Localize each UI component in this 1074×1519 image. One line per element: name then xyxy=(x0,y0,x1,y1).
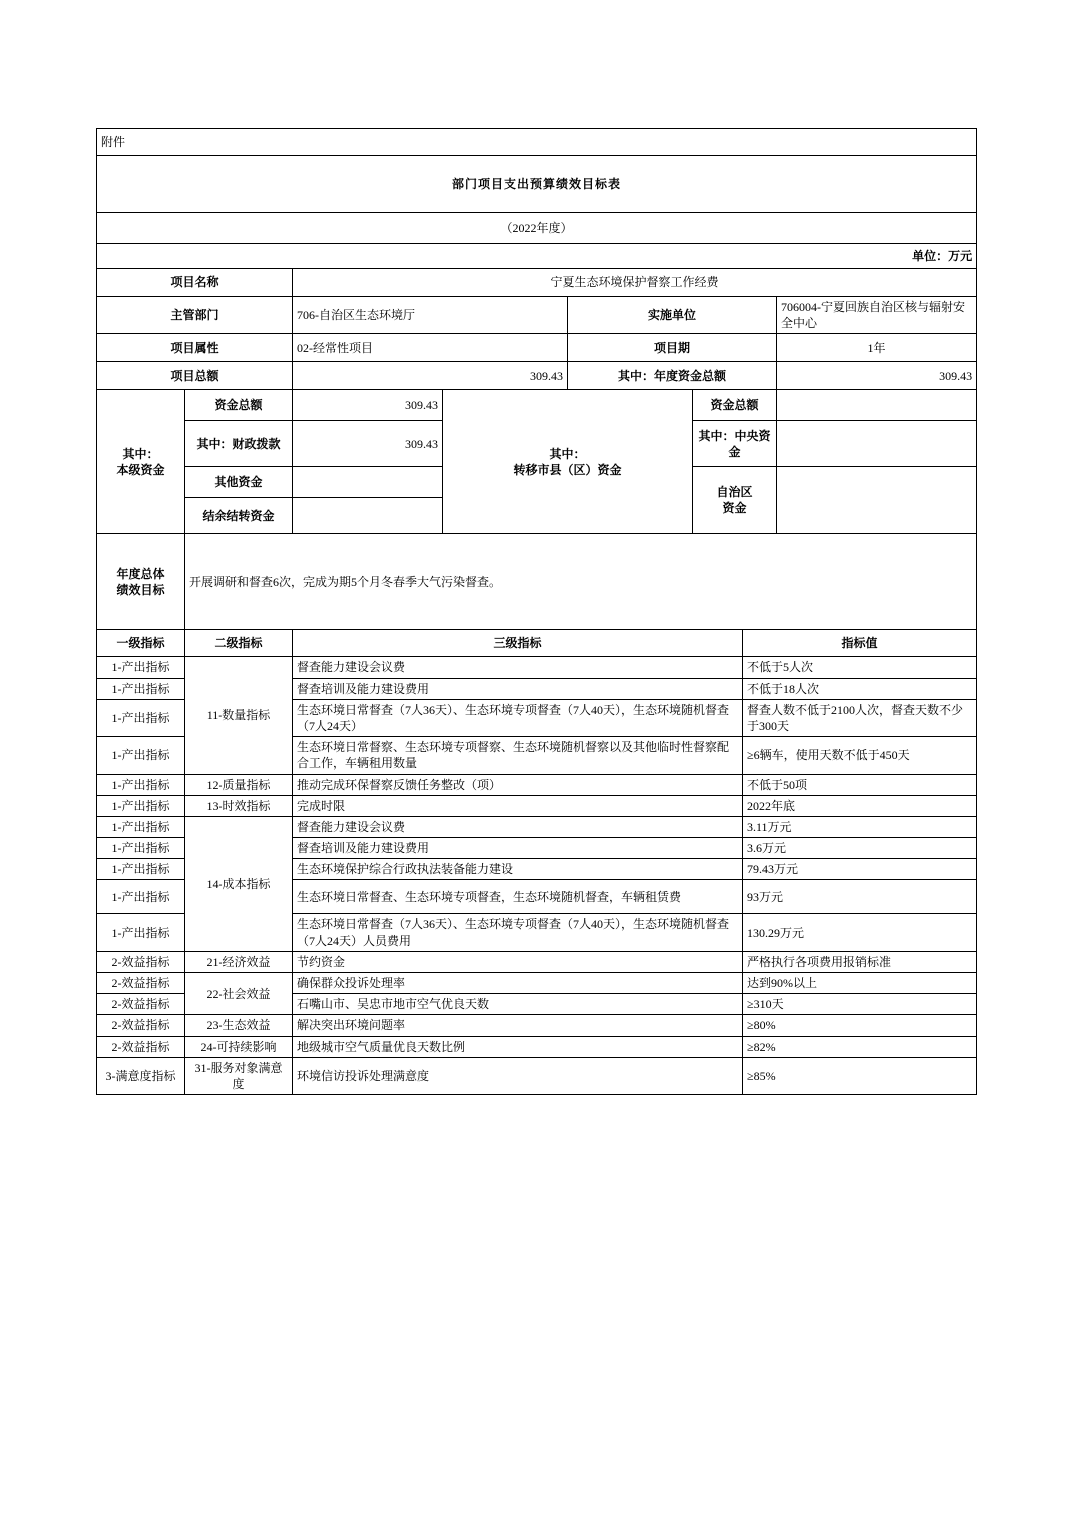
local-fund-row-label-2: 其他资金 xyxy=(185,467,293,498)
indicator-level2: 23-生态效益 xyxy=(185,1015,293,1036)
table-row xyxy=(97,657,977,678)
attribute-value: 02-经常性项目 xyxy=(293,334,568,362)
budget-performance-sheet xyxy=(96,128,977,630)
transfer-fund-row-label-2-line2: 资金 xyxy=(722,501,747,516)
dept-label: 主管部门 xyxy=(97,297,293,334)
local-fund-row-label-0: 资金总额 xyxy=(185,390,293,421)
indicator-value: 不低于18人次 xyxy=(743,678,977,699)
indicator-level2: 13-时效指标 xyxy=(185,795,293,816)
annual-goal-label-line1: 年度总体 xyxy=(116,566,165,581)
page-title: 部门项目支出预算绩效目标表 xyxy=(97,156,977,213)
indicator-value: 严格执行各项费用报销标准 xyxy=(743,951,977,972)
indicator-level3: 生态环境日常督查、生态环境专项督查，生态环境随机督查，车辆租赁费 xyxy=(293,880,743,914)
table-row xyxy=(97,1015,977,1036)
implement-value: 706004-宁夏回族自治区核与辐射安全中心 xyxy=(777,297,977,334)
indicator-level2: 24-可持续影响 xyxy=(185,1036,293,1057)
transfer-fund-row-label-1: 其中：中央资金 xyxy=(693,421,777,467)
transfer-funds-label-line2: 转移市县（区）资金 xyxy=(513,462,622,477)
indicator-value: 130.29万元 xyxy=(743,914,977,951)
indicator-level2: 12-质量指标 xyxy=(185,774,293,795)
indicator-header-level3: 三级指标 xyxy=(293,630,743,657)
transfer-fund-row-label-2-line1: 自治区 xyxy=(716,485,753,500)
indicator-level3: 督查培训及能力建设费用 xyxy=(293,678,743,699)
indicator-level3: 生态环境日常督查（7人36天）、生态环境专项督查（7人40天），生态环境随机督查（7人24天） xyxy=(293,699,743,736)
indicator-level3: 环境信访投诉处理满意度 xyxy=(293,1057,743,1094)
transfer-fund-row-label-2 xyxy=(693,467,777,534)
transfer-funds-label xyxy=(443,390,693,534)
indicator-level3: 解决突出环境问题率 xyxy=(293,1015,743,1036)
indicator-level1: 1-产出指标 xyxy=(97,774,185,795)
page-subtitle: （2022年度） xyxy=(97,213,977,244)
indicator-level1: 2-效益指标 xyxy=(97,1015,185,1036)
indicator-level1: 2-效益指标 xyxy=(97,1036,185,1057)
local-funds-label-line1: 其中： xyxy=(122,446,159,461)
local-funds-label xyxy=(97,390,185,534)
period-label: 项目期 xyxy=(568,334,777,362)
indicator-level1: 1-产出指标 xyxy=(97,678,185,699)
indicator-level3: 石嘴山市、吴忠市地市空气优良天数 xyxy=(293,994,743,1015)
document-page xyxy=(96,128,976,1095)
indicator-value: 达到90%以上 xyxy=(743,973,977,994)
indicator-level3: 督查培训及能力建设费用 xyxy=(293,838,743,859)
indicator-value: 2022年底 xyxy=(743,795,977,816)
indicator-value: ≥80% xyxy=(743,1015,977,1036)
indicator-value: ≥82% xyxy=(743,1036,977,1057)
indicator-value: 93万元 xyxy=(743,880,977,914)
indicator-level3: 督查能力建设会议费 xyxy=(293,657,743,678)
annual-goal-text: 开展调研和督查6次，完成为期5个月冬春季大气污染督查。 xyxy=(185,534,977,630)
indicator-value: ≥6辆车，使用天数不低于450天 xyxy=(743,737,977,774)
indicator-header-level1: 一级指标 xyxy=(97,630,185,657)
period-value: 1年 xyxy=(777,334,977,362)
indicator-level3: 生态环境日常督察、生态环境专项督察、生态环境随机督察以及其他临时性督察配合工作，车辆租用数量 xyxy=(293,737,743,774)
indicator-level2: 11-数量指标 xyxy=(185,657,293,774)
indicator-level1: 1-产出指标 xyxy=(97,880,185,914)
table-row xyxy=(97,1036,977,1057)
total-value: 309.43 xyxy=(293,362,568,390)
indicator-value: 不低于5人次 xyxy=(743,657,977,678)
indicator-level2: 31-服务对象满意度 xyxy=(185,1057,293,1094)
local-fund-row-label-3: 结余结转资金 xyxy=(185,498,293,534)
dept-value: 706-自治区生态环境厅 xyxy=(293,297,568,334)
indicator-level1: 1-产出指标 xyxy=(97,657,185,678)
table-row xyxy=(97,1057,977,1094)
indicator-level3: 生态环境保护综合行政执法装备能力建设 xyxy=(293,859,743,880)
table-row xyxy=(97,973,977,994)
table-row xyxy=(97,774,977,795)
indicator-level3: 督查能力建设会议费 xyxy=(293,816,743,837)
transfer-fund-row-value-0 xyxy=(777,390,977,421)
table-row xyxy=(97,816,977,837)
indicator-level1: 1-产出指标 xyxy=(97,795,185,816)
implement-label: 实施单位 xyxy=(568,297,777,334)
annual-total-value: 309.43 xyxy=(777,362,977,390)
table-row xyxy=(97,951,977,972)
indicator-value: 督查人数不低于2100人次，督查天数不少于300天 xyxy=(743,699,977,736)
transfer-fund-row-value-1 xyxy=(777,421,977,467)
indicator-level3: 地级城市空气质量优良天数比例 xyxy=(293,1036,743,1057)
indicator-level3: 生态环境日常督查（7人36天）、生态环境专项督查（7人40天），生态环境随机督查（7人24天）人员费用 xyxy=(293,914,743,951)
indicator-level1: 2-效益指标 xyxy=(97,994,185,1015)
indicator-level1: 1-产出指标 xyxy=(97,838,185,859)
transfer-funds-label-line1: 其中： xyxy=(549,446,586,461)
indicator-level3: 节约资金 xyxy=(293,951,743,972)
indicator-level2: 14-成本指标 xyxy=(185,816,293,951)
local-fund-row-label-1: 其中：财政拨款 xyxy=(185,421,293,467)
indicator-level3: 确保群众投诉处理率 xyxy=(293,973,743,994)
indicator-value: 3.11万元 xyxy=(743,816,977,837)
indicator-header-value: 指标值 xyxy=(743,630,977,657)
indicator-header-level2: 二级指标 xyxy=(185,630,293,657)
indicator-level1: 1-产出指标 xyxy=(97,816,185,837)
annual-total-label: 其中：年度资金总额 xyxy=(568,362,777,390)
local-fund-row-value-2 xyxy=(293,467,443,498)
indicator-level1: 1-产出指标 xyxy=(97,859,185,880)
indicator-level1: 3-满意度指标 xyxy=(97,1057,185,1094)
indicator-value: ≥310天 xyxy=(743,994,977,1015)
local-fund-row-value-3 xyxy=(293,498,443,534)
transfer-fund-row-label-0: 资金总额 xyxy=(693,390,777,421)
annual-goal-label-line2: 绩效目标 xyxy=(116,582,165,597)
indicator-level1: 1-产出指标 xyxy=(97,737,185,774)
local-fund-row-value-0: 309.43 xyxy=(293,390,443,421)
project-name-value: 宁夏生态环境保护督察工作经费 xyxy=(293,269,977,297)
indicator-level3: 推动完成环保督察反馈任务整改（项） xyxy=(293,774,743,795)
indicator-level2: 22-社会效益 xyxy=(185,973,293,1015)
indicator-value: 3.6万元 xyxy=(743,838,977,859)
indicator-level3: 完成时限 xyxy=(293,795,743,816)
unit-note: 单位：万元 xyxy=(97,244,977,269)
indicator-level1: 1-产出指标 xyxy=(97,914,185,951)
indicator-level2: 21-经济效益 xyxy=(185,951,293,972)
table-row xyxy=(97,795,977,816)
indicator-level1: 2-效益指标 xyxy=(97,973,185,994)
indicator-value: 不低于50项 xyxy=(743,774,977,795)
indicator-level1: 2-效益指标 xyxy=(97,951,185,972)
local-funds-label-line2: 本级资金 xyxy=(116,462,165,477)
transfer-fund-row-value-2 xyxy=(777,467,977,534)
indicator-value: ≥85% xyxy=(743,1057,977,1094)
indicator-level1: 1-产出指标 xyxy=(97,699,185,736)
attribute-label: 项目属性 xyxy=(97,334,293,362)
indicator-value: 79.43万元 xyxy=(743,859,977,880)
local-fund-row-value-1: 309.43 xyxy=(293,421,443,467)
indicator-table xyxy=(96,629,977,1095)
annual-goal-label xyxy=(97,534,185,630)
project-name-label: 项目名称 xyxy=(97,269,293,297)
attachment-label: 附件 xyxy=(97,129,977,156)
total-label: 项目总额 xyxy=(97,362,293,390)
